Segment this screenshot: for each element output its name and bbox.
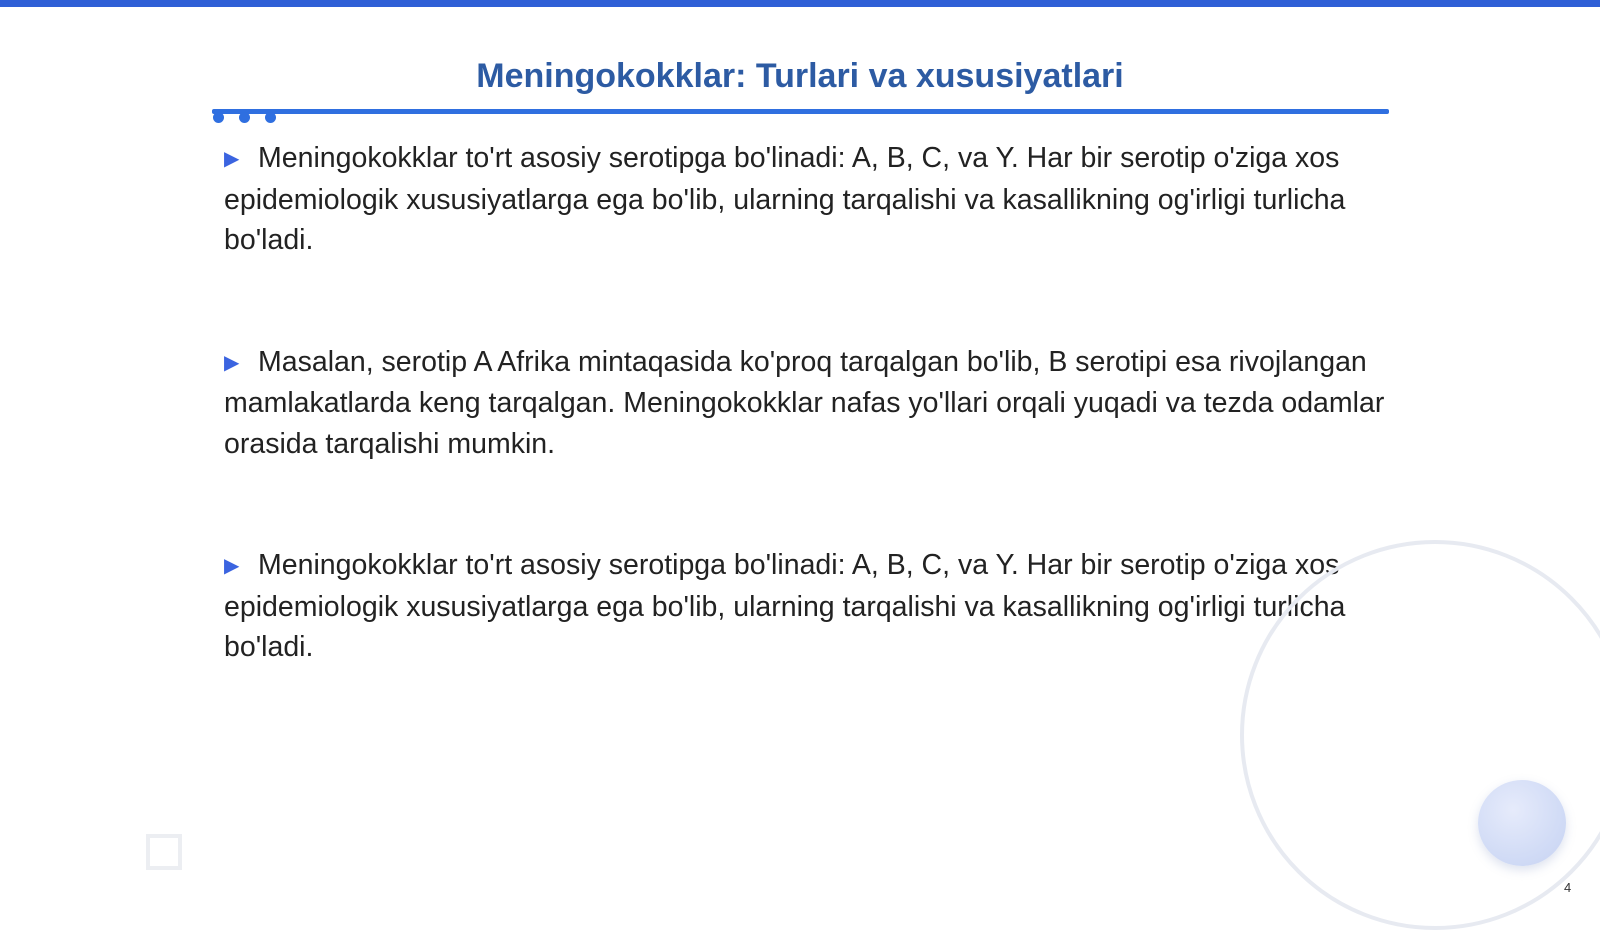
bullet-paragraph <box>224 138 1394 261</box>
bullet-arrow-icon: ▶ <box>224 351 240 374</box>
decorative-circle-outline <box>1240 540 1600 930</box>
decorative-square-outline <box>146 834 182 870</box>
page-number: 4 <box>1564 880 1572 895</box>
top-accent-bar <box>0 0 1600 7</box>
decorative-dot <box>239 112 250 123</box>
title-underline <box>212 109 1389 114</box>
bullet-text: Meningokokklar to'rt asosiy serotipga bo'linadi: A, B, C, va Y. Har bir serotip o'ziga xos epidemiologik xususiyatlarga ega bo'lib, ularning tarqalishi va kasallikning og'irligi turlicha bo'ladi. <box>224 142 1346 256</box>
decorative-dot <box>265 112 276 123</box>
bullet-arrow-icon: ▶ <box>224 148 240 170</box>
decorative-circle-filled <box>1478 780 1566 866</box>
bullet-text: Meningokokklar to'rt asosiy serotipga bo'linadi: A, B, C, va Y. Har bir serotip o'ziga xos epidemiologik xususiyatlarga ega bo'lib, ularning tarqalishi va kasallikning og'irligi turlicha bo'ladi. <box>224 549 1346 663</box>
bullet-paragraph <box>224 545 1394 668</box>
decorative-dot <box>213 112 224 123</box>
bullet-arrow-icon: ▶ <box>224 555 240 577</box>
slide-title: Meningokokklar: Turlari va xususiyatlari <box>476 57 1124 95</box>
bullet-paragraph <box>224 342 1394 465</box>
slide-body <box>224 138 1394 749</box>
bullet-text: Masalan, serotip A Afrika mintaqasida ko'proq tarqalgan bo'lib, B serotipi esa rivojlangan mamlakatlarda keng tarqalgan. Meningokokklar nafas yo'llari orqali yuqadi va tezda odamlar orasida tarqalishi mumkin. <box>224 345 1385 460</box>
